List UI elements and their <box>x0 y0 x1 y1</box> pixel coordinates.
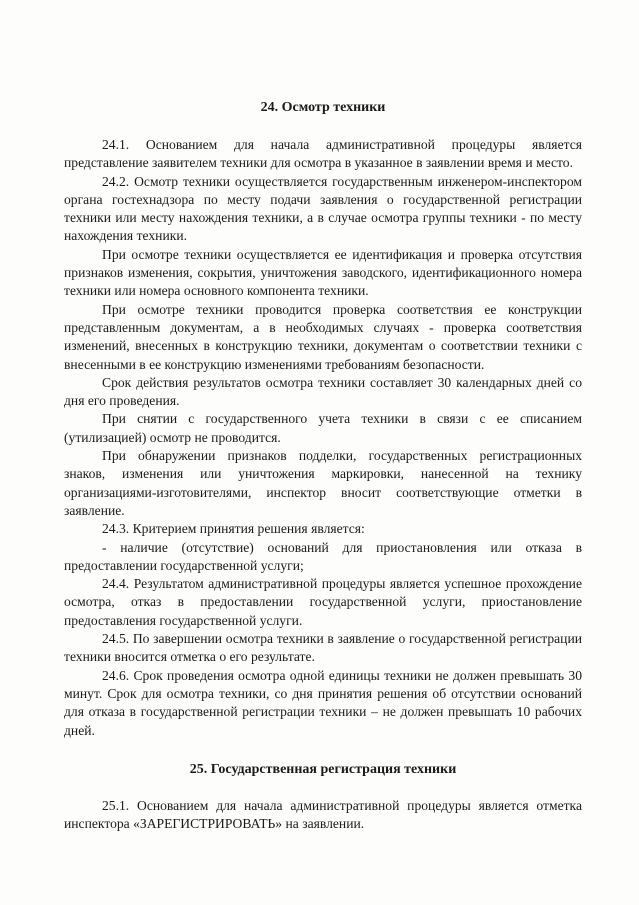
section-title-25: 25. Государственная регистрация техники <box>189 761 457 777</box>
paragraph-write-off: При снятии с государственного учета техники в связи с ее списанием (утилизацией) осмотр не проводится. <box>64 411 582 445</box>
paragraph-25-1: 25.1. Основанием для начала административной процедуры является отметка инспектора «ЗАРЕГИСТРИРОВАТЬ» на заявлении. <box>64 797 582 832</box>
paragraph-construction-check: При осмотре техники проводится проверка соответствия ее конструкции представленным документам, а в необходимых случаях - проверка соответствия изменений, внесенных в конструкцию техники, документам о соответствии техники с внесенными в ее конструкцию изменениями требованиям безопасности. <box>64 301 582 372</box>
paragraph-criterion-item: - наличие (отсутствие) оснований для приостановления или отказа в предоставлении государственной услуги; <box>64 539 582 573</box>
paragraph-identification: При осмотре техники осуществляется ее идентификация и проверка отсутствия признаков изменения, сокрытия, уничтожения заводского, идентификационного номера техники или номера основного компонента техники. <box>64 246 582 299</box>
document-page <box>64 99 582 833</box>
paragraph-forgery-signs: При обнаружении признаков подделки, государственных регистрационных знаков, изменения или уничтожения маркировки, нанесенной на технику организациями-изготовителями, инспектор вносит соответствующие отметки в заявление. <box>64 448 582 518</box>
section-title-24: 24. Осмотр техники <box>260 100 386 115</box>
paragraph-24-1: 24.1. Основанием для начала административной процедуры является представление заявителем техники для осмотра в указанное в заявлении время и место. <box>64 137 582 171</box>
paragraph-24-6: 24.6. Срок проведения осмотра одной единицы техники не должен превышать 30 минут. Срок для осмотра техники, со дня принятия решения об отсутствии оснований для отказа в государственной регистрации техники – не должен превышать 10 рабочих дней. <box>64 667 582 738</box>
paragraph-validity-period: Срок действия результатов осмотра техники составляет 30 календарных дней со дня его проведения. <box>64 374 582 409</box>
paragraph-24-2: 24.2. Осмотр техники осуществляется государственным инженером-инспектором органа гостехнадзора по месту подачи заявления о государственной регистрации техники или месту нахождения техники, а в случае осмотра группы техники - по месту нахождения техники. <box>64 173 582 244</box>
paragraph-24-3: 24.3. Критерием принятия решения является: <box>102 521 365 537</box>
paragraph-24-5: 24.5. По завершении осмотра техники в заявление о государственной регистрации техники вносится отметка о его результате. <box>64 631 582 665</box>
paragraph-24-4: 24.4. Результатом административной процедуры является успешное прохождение осмотра, отказ в предоставлении государственной услуги, приостановление предоставления государственной услуги. <box>64 576 582 628</box>
